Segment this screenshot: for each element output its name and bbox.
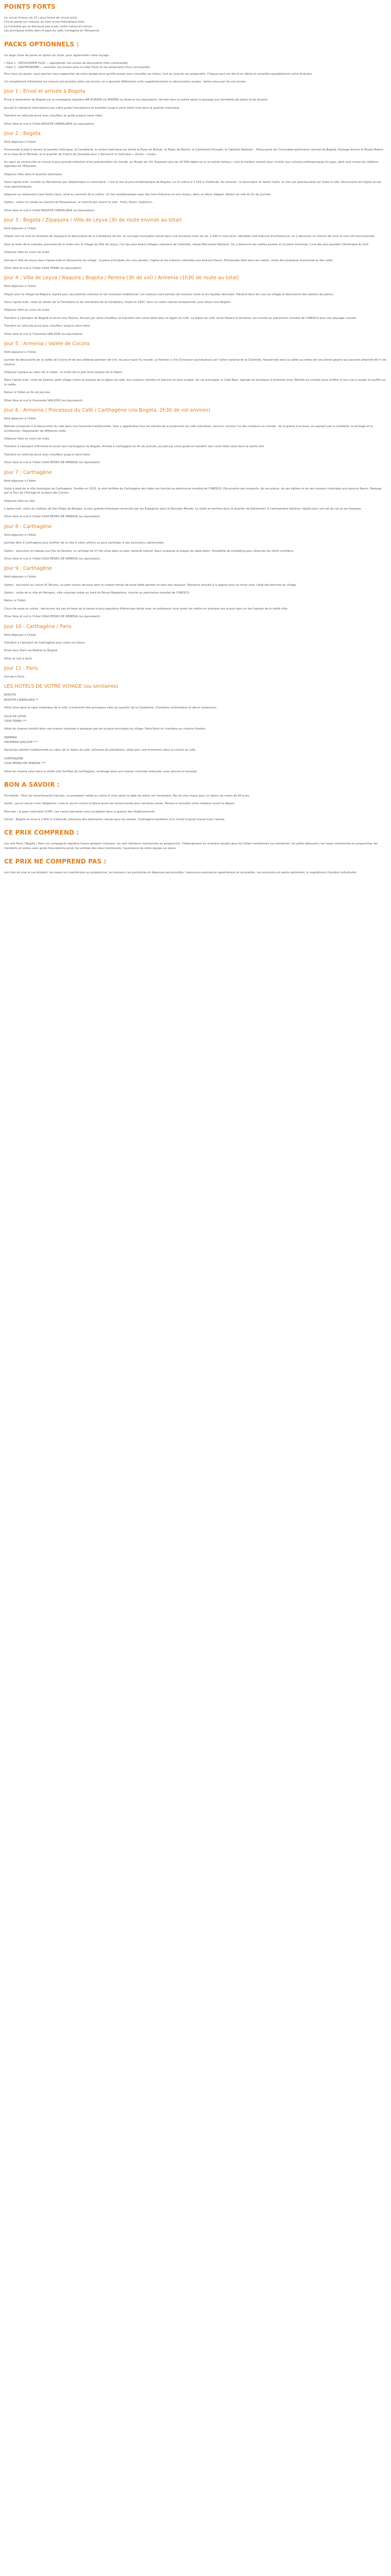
day-block [4,275,387,336]
points-forts-title: POINTS FORTS [4,3,56,10]
day-paragraph: Transfert à l'aéroport de Bogotá et envol vers Pereira. Accueil par votre chauffeur et transfert vers votre hôtel dans la région du café. La région du café, entre Pereira et Armenia, est inscrite au patrimoine mondial de l'UNESCO pour son paysage culturel. [4,316,357,320]
day-paragraph: L'après-midi, visite du château de San Felipe de Barajas, la plus grande forteresse construite par les Espagnols dans le Nouveau Monde. La visite se termine dans le quartier de Getsemaní, à l'atmosphère bohème, réputé pour son art de rue et ses fresques. [4,507,362,511]
day-paragraph: Petit-déjeuner à l'hôtel. [4,479,37,483]
prix-ne-comprend-pas-title: CE PRIX NE COMPREND PAS : [4,858,106,866]
hotel-name: CASA PEDRO DE HEREDIA *** [4,762,45,766]
day-paragraph: Petit-déjeuner à l'hôtel. [4,533,37,537]
info-paragraph: Santé : aucun vaccin n'est obligatoire, mais le vaccin contre la fièvre jaune est recommandé pour certaines zones. Pensez à consulter votre médecin avant le départ. [4,802,235,806]
day-paragraph: Dîner libre et nuit à l'hacienda SAN JOSE (ou équivalent). [4,399,84,402]
day-paragraph: Journée de découverte de la vallée de Cocora et de ses célèbres palmiers de cire, les plus hauts du monde. Le Palmier à cire (Ceroxylon quindiuense) est l'arbre national de la Colombie. Randonnée dans la vallée au milieu de ces arbres géants qui peuvent atteindre 60 m de hauteur. [4,359,386,366]
prix-comprend-title: CE PRIX COMPREND : [4,829,79,837]
hotel-name: BOGOTÁ CANDELARIA ** [4,698,39,702]
day-block [4,624,387,662]
day-paragraph: Retour à l'hôtel en fin de journée. [4,391,51,395]
day-paragraph: Déjeuner libre en cours de route. [4,309,51,312]
day-paragraph: Départ vers le nord en direction de Zipaquirá et découverte de la Cathédrale de Sel, un ouvrage incroyable creusé dans une ancienne mine de sel, à 180 m sous terre. Véritable chef-d'œuvre d'architecture, on y découvre un chemin de croix et une nef monumentale. [4,235,376,239]
day-title: Jour 9 : Carthagène [4,566,52,572]
packs-list [4,61,387,70]
day-paragraph: Déjeuner libre en cours de route. [4,251,51,255]
day-paragraph: Avec le reste de la matinée, poursuite de la route vers le village de Villa de Leyva, l'un des plus beaux villages coloniaux de Colombie, classé Monument National. On y découvre ses ruelles pavées et sa place immense, l'une des plus grandes d'Amérique du Sud. [4,243,369,246]
hotel-city: ARMENIA [4,736,17,739]
day-title: Jour 11 : Paris [4,666,38,671]
hotel-group [4,693,387,710]
page [0,0,391,882]
list-item: • Pack 2 : GASTRONOMIE — savourer vos envies avec la Lokal Diner et les restaurants (hors commande) [4,66,150,70]
day-block [4,131,387,213]
day-paragraph: Au cœur du centre-ville se trouve la plus grande collection d'art précolombien du monde, au Musée de l'Or. Exposant plus de 34 000 objets en or et autres métaux, c'est le meilleur endroit pour s'initier aux cultures préhispaniques du pays, dont sont issues les célèbres légendes de l'Eldorado. [4,161,379,168]
day-paragraph: Dîner libre et nuit à l'hôtel BOGOTÁ CANDELARIA (ou équivalent). [4,122,95,126]
day-paragraph: Promenade à pied à travers le quartier historique, la Candelaria, le centre historique qui abrite la Plaza de Bolivar, le Palais de Nariño, la Cathédrale Primada, le Capitolio National... Découverte de l'incroyable patrimoine colonial de Bogotá. Passage devant le Musée Botero et la Casa de la Moneda, et le quartier de Chorro de Quevedo pour y découvrir la mythique « chicha » locale... [4,148,384,156]
hotel-city: CARTHAGENE [4,757,23,760]
hotel-name: HACIENDA SAN JOSE *** [4,741,38,744]
packs-intro: Un large choix de packs en option au choix, pour agrémenter votre voyage : [4,54,111,57]
day-title: Jour 4 : Villa de Leyva / Raquira / Bogota / Pereira (3h de vol) / Armenia (1h30 de route au total) [4,275,239,281]
day-title: Jour 1 : Envol et arrivée à Bogota [4,89,86,95]
list-item: Circuit pensé sur mesure, au nom d'une thématique forte. [4,21,86,24]
points-forts-list [4,16,387,33]
day-paragraph: Matinée consacrée à la découverte du café dans une hacienda traditionnelle. Vous y apprendrez tous les secrets de la production du café colombien, reconnu comme l'un des meilleurs au monde : de la graine à la tasse, en passant par la cueillette, le séchage et la torréfaction. Dégustation de différents cafés. [4,425,373,433]
day-paragraph: Dîner libre et nuit à l'hôtel CASA PEDRO DE HEREDIA (ou équivalent). [4,515,101,519]
day-paragraph: Accueil à l'aéroport international par votre guide francophone et transfert jusqu'à votre hôtel situé dans le quartier historique. [4,106,181,110]
day-paragraph: Petit-déjeuner à l'hôtel. [4,350,37,354]
day-title: Jour 7 : Carthagène [4,469,52,476]
day-block [4,341,387,403]
day-paragraph: Déjeuner typique au cœur de la vallée : la truite est le plat local typique de la région. [4,371,123,374]
day-paragraph: Dîner libre et nuit à l'hôtel CASA TERRA (ou équivalent). [4,266,83,270]
day-paragraph: Dîner libre et nuit à l'hôtel CASA PEDRO DE HEREDIA (ou équivalent). [4,615,101,619]
day-block [4,408,387,465]
info-paragraph: Monnaie : le peso colombien (COP). Les cartes bancaires sont acceptées dans la plupart des établissements. [4,810,156,814]
day-paragraph: Journée libre à Carthagène pour profiter de la ville à votre rythme ou pour participer à des excursions optionnelles. [4,541,165,545]
hotel-city: VILLA DE LEYVA [4,715,26,718]
bon-a-savoir-section [4,781,387,822]
day-paragraph: Dîner et nuit à bord. [4,657,32,660]
day-paragraph: Dîner libre et nuit à l'hôtel CASA PEDRO DE HEREDIA (ou équivalent). [4,461,101,465]
day-paragraph: Arrivée à Villa de Leyva dans l'après-midi et découverte du village : la place principale, les rues pavées, l'église et les maisons coloniales aux balcons fleuris. Promenade libre dans les ruelles, visite des boutiques d'artisanat et des cafés. [4,259,334,262]
day-paragraph: Option : retour en soirée au marché de Paloquemao, le marché qui nourrit la ville : fruits, fleurs, traditions... [4,201,155,205]
hotel-desc: Hacienda caféière traditionnelle au cœur de la région du café, entourée de plantations. Idéal pour une immersion dans la culture du café. [4,749,197,752]
day-paragraph: Petit-déjeuner à l'hôtel. [4,633,37,637]
day-title: Jour 10 : Carthagène / Paris [4,623,72,630]
hotels-title: LES HOTELS DE VOTRE VOYAGE (ou similaires) [4,684,119,690]
day-paragraph: Envol pour Paris via Madrid ou Bogotá. [4,649,58,653]
day-paragraph: Déjeuner au restaurant Casa Santa Clara, situé au sommet de la colline. Un lieu emblématique avec des hors-d'œuvres et vins locaux, dans un décor élégant. Retour en ville en fin de journée. [4,193,272,196]
day-paragraph: Dans l'après-midi, montée au Monserrate par téléphérique ou funiculaire : c'est le lieu le plus emblématique de Bogotá, sur la colline à 3 150 m d'altitude. Au sommet : le Sanctuaire du Señor Caído, et une vue spectaculaire sur toute la ville. Découverte de l'église et ses vues panoramiques. [4,181,382,189]
day-paragraph: Option : excursion au volcan El Totumo, un petit volcan de boue dont le cratère rempli de boue tiède permet un bain très relaxant. Descente ensuite à la lagune pour se rincer avec l'aide des femmes du village. [4,583,297,587]
day-paragraph: Départ pour le village de Ráquira, réputé pour ses poteries colorées et son artisanat traditionnel. Les maisons sont peintes de couleurs vives et les façades décorées. Flânerie dans les rues du village et découverte des ateliers de potiers. [4,293,334,296]
prix-comprend-section [4,829,387,851]
day-paragraph: Cours de salsa en soirée : découvrez les pas de base de la danse la plus populaire d'Amérique latine avec un professeur local avant de mettre en pratique vos acquis dans un bar typique de la vieille ville. [4,607,288,611]
day-paragraph: Déjeuner libre en cours de route. [4,437,51,440]
hotel-city: BOGOTA [4,693,16,697]
day-paragraph: Dans l'après-midi, visite du désert de la Candelaria et du monastère de la Candelaria, fondé en 1597, dans un cadre naturel exceptionnel, puis retour vers Bogotá. [4,301,232,304]
hotel-desc: Hôtel de charme installé dans une maison coloniale à quelques pas de la place principale du village. Patio fleuri et chambres au charme d'antan. [4,727,206,731]
day-title: Jour 2 : Bogota [4,130,41,137]
day-paragraph: Envol à destination de Bogota sur la compagnie régulière AIR EUROPA via MADRID ou Avianca (ou équivalent). Arrivée dans la soirée après le passage aux formalités de police et de douane. [4,98,268,102]
hotel-group [4,757,387,774]
packs-note: Pour tous ces packs, vous pourrez vous rapprocher de notre équipe pour qu'elle puisse vous conseiller au mieux, tout au long de vos préparatifs. Chaque pack est décrit en détail et complète agréablement votre itinéraire. [4,72,313,76]
day-block [4,666,387,679]
day-paragraph: Transfert en véhicule privé avec chauffeur jusqu'à votre hôtel. [4,325,91,328]
packs-note: Un complément d'itinéraire sur mesure est possible selon vos envies, en y ajoutant différentes nuits supplémentaires ou découvertes locales : faites-nous part de vos envies. [4,80,247,83]
list-item: Un circuit Unesco de 15 j sous forme de circuit privé. [4,16,78,20]
bon-a-savoir-title: BON A SAVOIR : [4,781,60,788]
day-title: Jour 5 : Armenia / Vallée de Cocora [4,341,90,347]
prix-ne-comprend-pas-section [4,858,387,875]
day-paragraph: Petit-déjeuner à l'hôtel. [4,575,37,579]
day-title: Jour 6 : Armenia / Processus du Café / Carthagène (via Bogota, 2h30 de vol environ) [4,407,210,413]
day-paragraph: Option : excursion en bateau aux Îles du Rosaire, un archipel de 27 îles situé dans un parc national naturel. Eaux turquoise et plages de sable blanc. Possibilité de snorkeling pour observer les récifs coralliens. [4,549,295,553]
day-paragraph: Option : visite de la ville de Mompox, ville coloniale isolée au bord du fleuve Magdalena, inscrite au patrimoine mondial de l'UNESCO. [4,591,190,595]
hotel-name: CASA TERRA *** [4,719,27,723]
list-item: La Colombie qui se découvre pas à pas, entre nature et culture. [4,25,93,28]
hotel-desc: Hôtel de charme situé dans la vieille ville fortifiée de Carthagène, aménagé dans une maison coloniale restaurée, avec piscine et terrasse. [4,770,198,773]
hotel-desc: Hôtel situé dans le cœur historique de la ville, à proximité des principaux sites du quartier de la Candelaria. Chambres confortables et décor chaleureux. [4,706,218,710]
itinerary [4,89,387,679]
day-paragraph: Retour à l'hôtel. [4,599,26,603]
list-item: • Pack 1 : DÉCOUVERTE PLUS — approfondir vos envies de découverte (hors commande) [4,61,128,65]
day-paragraph: Transfert à l'aéroport de Carthagène pour votre vol retour. [4,641,86,645]
packs-section [4,41,387,84]
day-paragraph: Arrivée à Paris. [4,675,25,679]
day-paragraph: Dîner libre et nuit à l'hôtel CASA PEDRO DE HEREDIA (ou équivalent). [4,557,101,561]
info-paragraph: Les frais de visa le cas échéant, les repas non mentionnés au programme, les boissons, les pourboires et dépenses personnelles, l'assurance assistance-rapatriement et annulation, les excursions et packs optionnels, le supplément chambre individuelle. [4,871,357,875]
day-paragraph: Transfert en véhicule privé avec chauffeur et guide jusqu'à votre hôtel. [4,114,103,118]
day-paragraph: Dîner libre et nuit à l'hôtel BOGOTÁ CANDELARIA (ou équivalent). [4,209,95,212]
info-paragraph: Climat : Bogotá se situe à 2 600 m d'altitude, prévoyez des vêtements chauds pour les soirées. Carthagène bénéficie d'un climat tropical chaud toute l'année. [4,818,225,821]
day-paragraph: Petit-déjeuner à l'hôtel. [4,417,37,420]
hotels-section [4,684,387,774]
day-block [4,566,387,619]
day-title: Jour 3 : Bogota / Zipaquira / Villa de Leyva (3h de route environ au total) [4,217,182,223]
day-paragraph: Petit-déjeuner à l'hôtel. [4,227,37,230]
info-paragraph: Les vols Paris / Bogotá / Paris sur compagnie régulière (taxes aéroport incluses), les vols intérieurs mentionnés au programme, l'hébergement en chambre double dans les hôtels mentionnés (ou similaires), les petits-déjeuners, les repas mentionnés au programme, les transferts et visites avec guide francophone privé, les entrées des sites mentionnés, l'assistance de notre équipe sur place. [4,842,378,850]
day-paragraph: Transfert en véhicule privé avec chauffeur jusqu'à votre hôtel. [4,453,91,456]
day-title: Jour 8 : Carthagène [4,523,52,530]
hotel-group [4,715,387,732]
day-paragraph: Petit-déjeuner à l'hôtel. [4,285,37,289]
info-paragraph: Formalités : Pour les ressortissants français, un passeport valide au moins 6 mois après la date de retour est nécessaire. Pas de visa requis pour un séjour de moins de 90 jours. [4,794,250,798]
day-block [4,217,387,270]
list-item: Les principaux arrêts dans le pays du café, Cartagena et l'Amazonie. [4,29,100,33]
day-paragraph: Dans l'après-midi, visite de Salento, petit village coloré et typique de la région du café, aux maisons colorées et balcons en bois sculpté. Sa rue principale, la Calle Real, regorge de boutiques d'artisanat local. Montée au mirador pour profiter d'une vue à couper le souffle sur la vallée. [4,379,386,386]
day-block [4,524,387,562]
points-forts-section [4,3,387,33]
day-paragraph: Dîner libre et nuit à l'hacienda SAN JOSE (ou équivalent). [4,332,84,336]
day-paragraph: Visite à pied de la ville historique de Carthagène. Fondée en 1533, la ville fortifiée de Carthagène des Indes est inscrite au patrimoine mondial de l'UNESCO. Découverte des remparts, de ses places, de ses églises et de ses maisons coloniales aux balcons fleuris. Passage par la Tour de l'Horloge et la place des Coches. [4,487,382,495]
day-block [4,89,387,126]
hotel-group [4,736,387,753]
day-paragraph: Déjeuner libre en ville. [4,499,36,503]
packs-title: PACKS OPTIONNELS : [4,40,79,48]
day-paragraph: Déjeuner libre dans le quartier historique. [4,173,63,176]
day-block [4,470,387,519]
day-paragraph: Transfert à l'aéroport d'Armenia et envol vers Carthagène via Bogotá. Arrivée à Carthagène en fin de journée, accueil par votre guide et transfert vers votre hôtel situé dans la vieille ville. [4,445,265,449]
day-paragraph: Petit-déjeuner à l'hôtel. [4,140,37,144]
